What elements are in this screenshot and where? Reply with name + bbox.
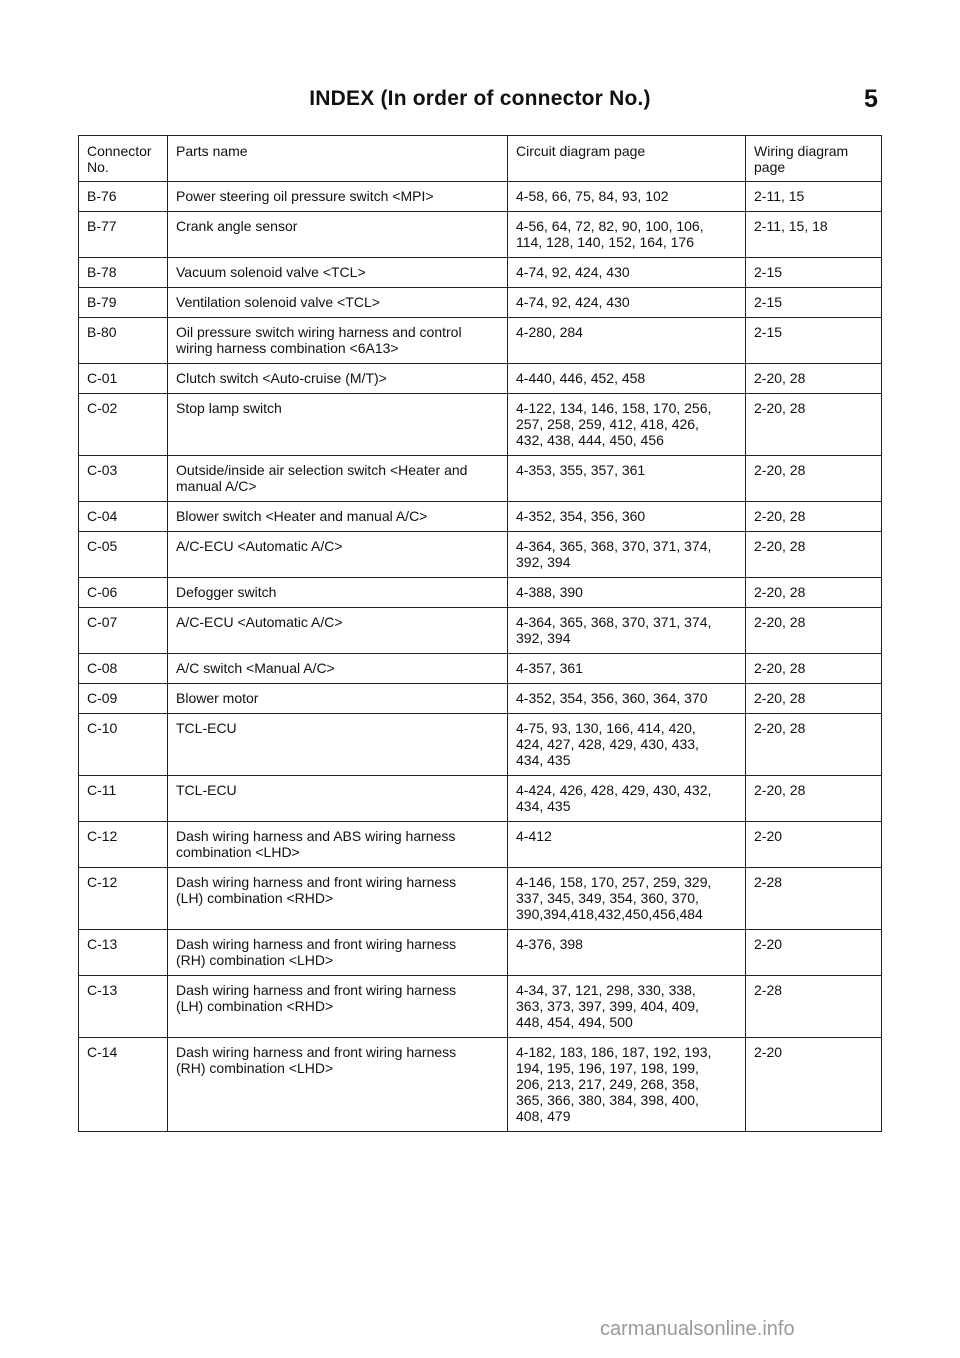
wiring-page-cell: 2-20, 28 [746, 394, 882, 456]
wiring-page-cell: 2-15 [746, 288, 882, 318]
wiring-page-cell: 2-20 [746, 1038, 882, 1132]
parts-name-cell: Dash wiring harness and front wiring harness (RH) combination <LHD> [168, 930, 508, 976]
connector-no-cell: C-04 [79, 502, 168, 532]
parts-name-cell: Clutch switch <Auto-cruise (M/T)> [168, 364, 508, 394]
wiring-page-cell: 2-11, 15 [746, 182, 882, 212]
wiring-page-cell: 2-20, 28 [746, 502, 882, 532]
parts-name-cell: Dash wiring harness and ABS wiring harness combination <LHD> [168, 822, 508, 868]
connector-no-cell: C-12 [79, 868, 168, 930]
connector-no-cell: C-07 [79, 608, 168, 654]
wiring-page-cell: 2-20, 28 [746, 532, 882, 578]
parts-name-cell: Outside/inside air selection switch <Heater and manual A/C> [168, 456, 508, 502]
connector-no-cell: C-08 [79, 654, 168, 684]
connector-index-table [78, 135, 882, 1132]
wiring-page-cell: 2-20, 28 [746, 776, 882, 822]
parts-name-cell: Dash wiring harness and front wiring harness (LH) combination <RHD> [168, 976, 508, 1038]
parts-name-cell: Ventilation solenoid valve <TCL> [168, 288, 508, 318]
circuit-page-cell: 4-376, 398 [508, 930, 746, 976]
table-row [79, 182, 882, 212]
parts-name-cell: A/C-ECU <Automatic A/C> [168, 608, 508, 654]
circuit-page-cell: 4-388, 390 [508, 578, 746, 608]
table-row [79, 532, 882, 578]
parts-name-cell: Defogger switch [168, 578, 508, 608]
connector-no-cell: C-06 [79, 578, 168, 608]
connector-no-cell: C-13 [79, 976, 168, 1038]
circuit-page-cell: 4-74, 92, 424, 430 [508, 258, 746, 288]
page-number: 5 [864, 85, 878, 113]
page-title: INDEX (In order of connector No.) [309, 87, 651, 110]
wiring-page-cell: 2-28 [746, 976, 882, 1038]
column-header-connector-no: Connector No. [79, 136, 168, 182]
table-row [79, 1038, 882, 1132]
connector-no-cell: C-10 [79, 714, 168, 776]
connector-no-cell: B-78 [79, 258, 168, 288]
connector-no-cell: B-77 [79, 212, 168, 258]
table-row [79, 212, 882, 258]
connector-no-cell: C-14 [79, 1038, 168, 1132]
parts-name-cell: Vacuum solenoid valve <TCL> [168, 258, 508, 288]
connector-no-cell: C-12 [79, 822, 168, 868]
wiring-page-cell: 2-20, 28 [746, 714, 882, 776]
parts-name-cell: A/C switch <Manual A/C> [168, 654, 508, 684]
parts-name-cell: TCL-ECU [168, 776, 508, 822]
circuit-page-cell: 4-146, 158, 170, 257, 259, 329, 337, 345, 349, 354, 360, 370, 390,394,418,432,450,456,484 [508, 868, 746, 930]
table-row [79, 364, 882, 394]
wiring-page-cell: 2-20 [746, 930, 882, 976]
table-body [79, 182, 882, 1132]
table-row [79, 502, 882, 532]
circuit-page-cell: 4-424, 426, 428, 429, 430, 432, 434, 435 [508, 776, 746, 822]
parts-name-cell: Blower switch <Heater and manual A/C> [168, 502, 508, 532]
table-row [79, 654, 882, 684]
table-row [79, 288, 882, 318]
circuit-page-cell: 4-74, 92, 424, 430 [508, 288, 746, 318]
wiring-page-cell: 2-20, 28 [746, 608, 882, 654]
table-row [79, 456, 882, 502]
table-row [79, 318, 882, 364]
table-row [79, 608, 882, 654]
parts-name-cell: Oil pressure switch wiring harness and control wiring harness combination <6A13> [168, 318, 508, 364]
connector-no-cell: C-13 [79, 930, 168, 976]
column-header-parts-name: Parts name [168, 136, 508, 182]
table-header-row [79, 136, 882, 182]
circuit-page-cell: 4-353, 355, 357, 361 [508, 456, 746, 502]
circuit-page-cell: 4-412 [508, 822, 746, 868]
circuit-page-cell: 4-364, 365, 368, 370, 371, 374, 392, 394 [508, 608, 746, 654]
circuit-page-cell: 4-440, 446, 452, 458 [508, 364, 746, 394]
table-row [79, 394, 882, 456]
wiring-page-cell: 2-15 [746, 258, 882, 288]
connector-no-cell: C-02 [79, 394, 168, 456]
connector-no-cell: C-09 [79, 684, 168, 714]
wiring-page-cell: 2-11, 15, 18 [746, 212, 882, 258]
table-row [79, 684, 882, 714]
table-row [79, 976, 882, 1038]
connector-no-cell: B-76 [79, 182, 168, 212]
table-row [79, 578, 882, 608]
connector-no-cell: B-80 [79, 318, 168, 364]
column-header-wiring-diagram-page: Wiring diagram page [746, 136, 882, 182]
table-row [79, 930, 882, 976]
wiring-page-cell: 2-20 [746, 822, 882, 868]
wiring-page-cell: 2-15 [746, 318, 882, 364]
parts-name-cell: Power steering oil pressure switch <MPI> [168, 182, 508, 212]
connector-no-cell: C-03 [79, 456, 168, 502]
table-row [79, 868, 882, 930]
connector-no-cell: C-11 [79, 776, 168, 822]
parts-name-cell: Blower motor [168, 684, 508, 714]
parts-name-cell: A/C-ECU <Automatic A/C> [168, 532, 508, 578]
table-row [79, 714, 882, 776]
wiring-page-cell: 2-20, 28 [746, 364, 882, 394]
parts-name-cell: Stop lamp switch [168, 394, 508, 456]
connector-no-cell: C-05 [79, 532, 168, 578]
parts-name-cell: Dash wiring harness and front wiring harness (LH) combination <RHD> [168, 868, 508, 930]
circuit-page-cell: 4-56, 64, 72, 82, 90, 100, 106, 114, 128, 140, 152, 164, 176 [508, 212, 746, 258]
watermark-text: carmanualsonline.info [600, 1318, 795, 1340]
wiring-page-cell: 2-20, 28 [746, 578, 882, 608]
wiring-page-cell: 2-20, 28 [746, 456, 882, 502]
circuit-page-cell: 4-58, 66, 75, 84, 93, 102 [508, 182, 746, 212]
circuit-page-cell: 4-280, 284 [508, 318, 746, 364]
table-row [79, 822, 882, 868]
circuit-page-cell: 4-182, 183, 186, 187, 192, 193, 194, 195, 196, 197, 198, 199, 206, 213, 217, 249, 268, 358, 365, 366, 380, 384, 398, 400, 408, 479 [508, 1038, 746, 1132]
circuit-page-cell: 4-34, 37, 121, 298, 330, 338, 363, 373, 397, 399, 404, 409, 448, 454, 494, 500 [508, 976, 746, 1038]
circuit-page-cell: 4-122, 134, 146, 158, 170, 256, 257, 258, 259, 412, 418, 426, 432, 438, 444, 450, 456 [508, 394, 746, 456]
circuit-page-cell: 4-75, 93, 130, 166, 414, 420, 424, 427, 428, 429, 430, 433, 434, 435 [508, 714, 746, 776]
circuit-page-cell: 4-364, 365, 368, 370, 371, 374, 392, 394 [508, 532, 746, 578]
connector-no-cell: C-01 [79, 364, 168, 394]
wiring-page-cell: 2-20, 28 [746, 684, 882, 714]
circuit-page-cell: 4-357, 361 [508, 654, 746, 684]
circuit-page-cell: 4-352, 354, 356, 360 [508, 502, 746, 532]
parts-name-cell: TCL-ECU [168, 714, 508, 776]
table-row [79, 258, 882, 288]
column-header-circuit-diagram-page: Circuit diagram page [508, 136, 746, 182]
parts-name-cell: Crank angle sensor [168, 212, 508, 258]
wiring-page-cell: 2-20, 28 [746, 654, 882, 684]
parts-name-cell: Dash wiring harness and front wiring harness (RH) combination <LHD> [168, 1038, 508, 1132]
connector-no-cell: B-79 [79, 288, 168, 318]
wiring-page-cell: 2-28 [746, 868, 882, 930]
circuit-page-cell: 4-352, 354, 356, 360, 364, 370 [508, 684, 746, 714]
table-row [79, 776, 882, 822]
